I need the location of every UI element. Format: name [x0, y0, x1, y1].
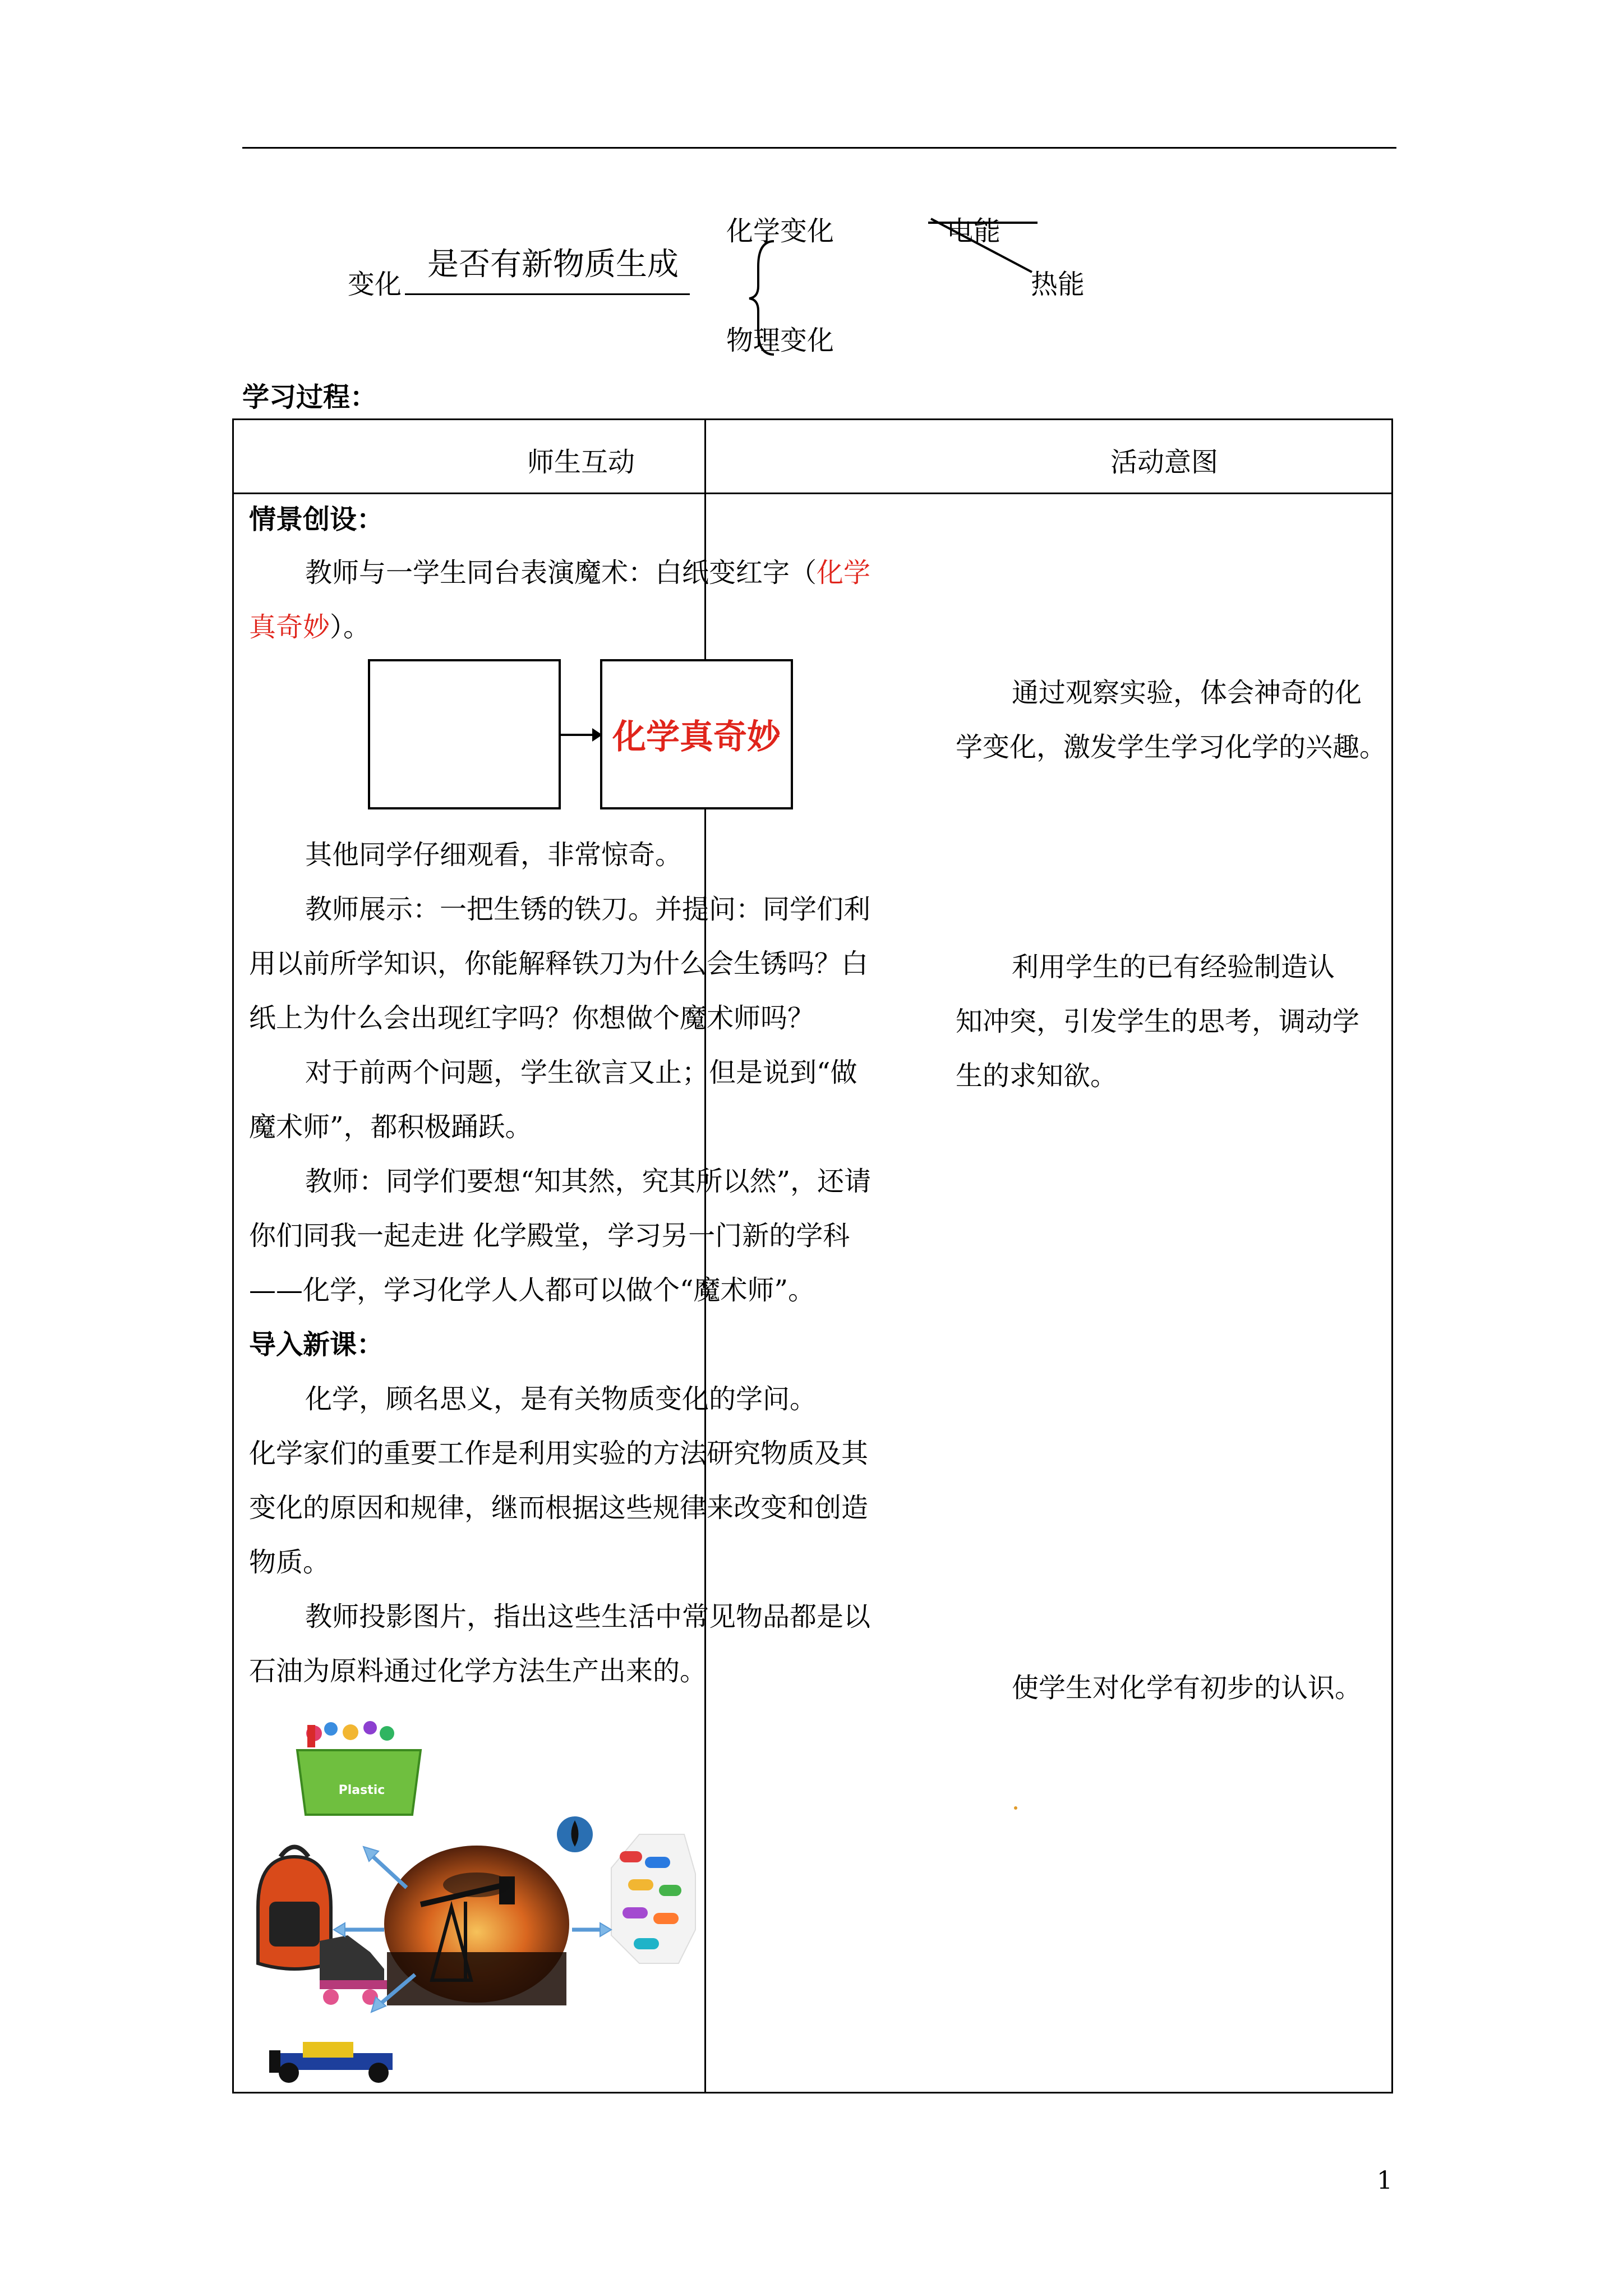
blank-paper-box	[368, 659, 561, 809]
intent-2-line-3: 生的求知欲。	[956, 1060, 1118, 1092]
label-change: 变化	[348, 269, 402, 300]
magic-end-text: ）。	[330, 611, 371, 643]
paragraph-rusty-knife-1: 教师展示：一把生锈的铁刀。并提问：同学们利	[305, 894, 871, 925]
label-chemical-change: 化学变化	[726, 215, 834, 247]
table-header-divider	[232, 493, 1393, 494]
paragraph-students-2: 魔术师”，都积极踊跃。	[249, 1111, 532, 1143]
magic-red-text-2: 真奇妙	[249, 611, 330, 643]
intent-2-line-1: 利用学生的已有经验制造认	[1012, 951, 1335, 983]
paragraph-definition: 化学，顾名思义，是有关物质变化的学问。	[305, 1383, 817, 1415]
race-car-icon	[269, 2042, 393, 2083]
intent-1-line-2: 学变化，激发学生学习化学的兴趣。	[956, 731, 1387, 763]
paragraph-rusty-knife-2: 用以前所学知识，你能解释铁刀为什么会生锈吗？白	[249, 948, 869, 979]
paragraph-magic-text: 教师与一学生同台表演魔术：白纸变红字（	[305, 557, 817, 588]
paragraph-observe: 其他同学仔细观看，非常惊奇。	[305, 839, 683, 871]
paragraph-magic-line2	[249, 611, 371, 643]
header-rule	[242, 147, 1396, 149]
label-physical-change: 物理变化	[726, 325, 834, 356]
criterion-underline	[405, 293, 690, 295]
red-text-paper-box	[600, 659, 793, 809]
paragraph-teacher-1: 教师：同学们要想“知其然，究其所以然”，还请	[305, 1166, 872, 1197]
paragraph-projection-1: 教师投影图片，指出这些生活中常见物品都是以	[305, 1601, 871, 1632]
header-interaction: 师生互动	[527, 447, 635, 478]
magic-result-text: 化学真奇妙	[612, 717, 781, 757]
energy-lines	[925, 216, 1054, 278]
pills-icon	[611, 1834, 695, 1963]
arrow-right-icon	[561, 724, 603, 746]
plastic-bin-icon	[297, 1721, 421, 1815]
intent-3: 使学生对化学有初步的认识。	[1012, 1672, 1362, 1704]
magic-red-text-1: 化学	[817, 557, 871, 588]
label-electric-energy: 电能	[947, 215, 1001, 247]
label-heat-energy: 热能	[1031, 269, 1085, 300]
roller-skate-icon	[320, 1935, 387, 2005]
brace-icon	[746, 236, 780, 359]
stray-dot	[1014, 1806, 1017, 1810]
paragraph-magic	[305, 559, 870, 586]
section-title: 学习过程：	[242, 381, 377, 413]
criterion-text: 是否有新物质生成	[427, 246, 679, 283]
intent-1-line-1: 通过观察实验，体会神奇的化	[1012, 677, 1362, 708]
paragraph-chemists-1: 化学家们的重要工作是利用实验的方法研究物质及其	[249, 1438, 869, 1469]
paragraph-projection-2: 石油为原料通过化学方法生产出来的。	[249, 1655, 707, 1687]
oil-drop-icon	[557, 1816, 593, 1852]
paragraph-students-1: 对于前两个问题，学生欲言又止；但是说到“做	[305, 1057, 857, 1088]
paragraph-chemists-3: 物质。	[249, 1547, 330, 1578]
paragraph-rusty-knife-3: 纸上为什么会出现红字吗？你想做个魔术师吗？	[249, 1002, 815, 1034]
paragraph-chemists-2: 变化的原因和规律，继而根据这些规律来改变和创造	[249, 1492, 869, 1524]
paragraph-teacher-2: 你们同我一起走进 化学殿堂，学习另一门新的学科	[249, 1220, 850, 1251]
intro-title: 导入新课：	[249, 1329, 384, 1360]
plastic-label: Plastic	[338, 1783, 385, 1797]
header-intent: 活动意图	[1110, 447, 1219, 478]
paragraph-teacher-3: ——化学，学习化学人人都可以做个“魔术师”。	[249, 1274, 815, 1306]
petroleum-products-illustration	[241, 1717, 701, 2087]
scene-title: 情景创设：	[249, 504, 384, 535]
page-number: 1	[1377, 2166, 1393, 2195]
intent-2-line-2: 知冲突，引发学生的思考，调动学	[956, 1006, 1360, 1037]
oil-well-sunset-icon	[384, 1846, 569, 2005]
